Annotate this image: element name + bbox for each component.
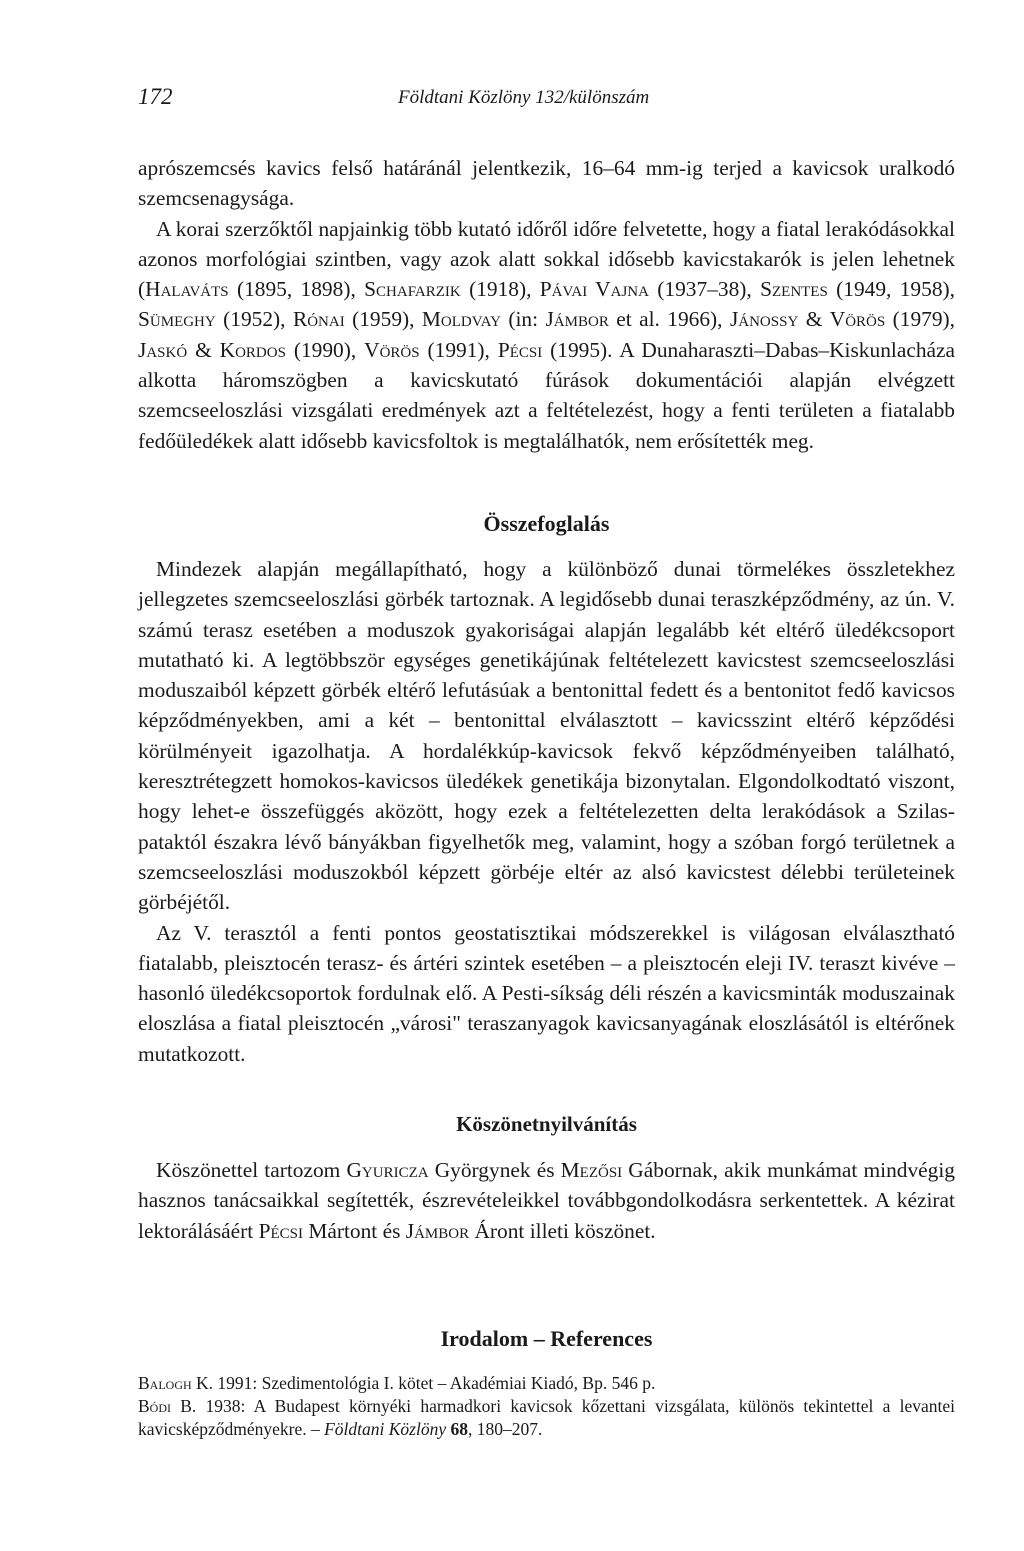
- author-name: Vörös: [364, 337, 420, 362]
- reference-author: Balogh: [138, 1373, 192, 1393]
- acknowledgements-heading: Köszönetnyilvánítás: [456, 1112, 637, 1136]
- person-name: Gyuricza: [346, 1158, 429, 1182]
- acknowledgements-paragraph: Köszönettel tartozom Gyuricza Györgynek és Mezősi Gábornak, akik munkámat mindvégig hasznos tanácsaikkal segítették, észrevételeikkel továbbgondolkodásra serkentettek. A kézirat lektorálásáért Pécsi Mártont és Jámbor Áront illeti köszönet.: [138, 1158, 955, 1243]
- reference-item: Balogh K. 1991: Szedimentológia I. kötet – Akadémiai Kiadó, Bp. 546 p.: [138, 1373, 656, 1393]
- author-name: Sümeghy: [138, 307, 216, 332]
- author-name: Pécsi: [497, 337, 543, 362]
- references-list: [138, 1372, 955, 1441]
- page-number: 172: [138, 84, 173, 109]
- summary-paragraph-2: Az V. terasztól a fenti pontos geostatisztikai módszerekkel is világosan elválasztható fiatalabb, pleisztocén terasz- és ártéri szintek esetében – a pleisztocén eleji IV. teraszt kivéve – hasonló üledékcsoportok fordulnak elő. A Pesti-síkság déli részén a kavicsminták moduszainak eloszlása a fiatal pleisztocén „városi" teraszanyagok kavicsanyagának eloszlásától is eltérőnek mutatkozott.: [138, 920, 955, 1066]
- author-name: Jaskó: [138, 337, 188, 362]
- author-name: Moldvay: [421, 307, 501, 332]
- person-name: Pécsi: [258, 1218, 303, 1243]
- summary-heading: Összefoglalás: [483, 511, 610, 536]
- intro-paragraph-2: A korai szerzőktől napjainkig több kutató időről időre felvetette, hogy a fiatal lerakódásokkal azonos morfológiai szintben, vagy azok alatt sokkal idősebb kavicstakarók is jelen lehetnek (Halaváts (1895, 1898), Schafarzik (1918), Pávai Vajna (1937–38), Szentes (1949, 1958), Sümeghy (1952), Rónai (1959), Moldvay (in: Jámbor et al. 1966), Jánossy & Vörös (1979), Jaskó & Kordos (1990), Vörös (1991), Pécsi (1995). A Dunaharaszti–Dabas–Kiskunlacháza alkotta háromszögben a kavicskutató fúrások dokumentációi alapján elvégzett szemcseeloszlási vizsgálati eredmények azt a feltételezést, hogy a fenti területen a fiatalabb fedőüledékek alatt idősebb kavicsfoltok is megtalálhatók, nem erősítették meg.: [138, 216, 956, 453]
- acknowledgements-section: [138, 1155, 955, 1246]
- reference-author: Bódi: [138, 1396, 172, 1416]
- summary-paragraph-1: Mindezek alapján megállapítható, hogy a különböző dunai törmelékes összletekhez jellegzetes szemcseeloszlási görbék tartoznak. A legidősebb dunai teraszképződmény, az ún. V. számú terasz esetében a moduszok gyakoriságai alapján legalább két eltérő üledékcsoport mutatható ki. A legtöbbször egységes genetikájúnak feltételezett kavicstest szemcseeloszlási moduszaiból képzett görbék eltérő lefutásúak a bentonittal fedett és a bentonitot fedő kavicsos képződményekben, ami a két – bentonittal elválasztott – kavicsszint eltérő képződési körülményeit igazolhatja. A hordalékkúp-kavicsok fekvő képződményeiben található, keresztrétegzett homokos-kavicsos üledékek genetikája bizonytalan. Elgondolkodtató viszont, hogy lehet-e összefüggés aközött, hogy ezek a feltételezetten delta lerakódások a Szilas-pataktól északra lévő bányákban figyelhetők meg, valamint, hogy a szóban forgó területnek a szemcseeloszlási moduszokból képzett görbéje eltér az alsó kavicstest délebbi területeinek görbéjétől.: [138, 557, 955, 915]
- references-heading: Irodalom – References: [440, 1326, 653, 1351]
- author-name: Jámbor: [545, 307, 609, 332]
- author-name: Jánossy: [729, 307, 799, 332]
- reference-item: Bódi B. 1938: A Budapest környéki harmadkori kavicsok kőzettani vizsgálata, különös tekintettel a levantei kavicsképződményekre. – Földtani Közlöny 68, 180–207.: [138, 1396, 955, 1439]
- author-name: Halaváts: [145, 277, 229, 302]
- person-name: Mezősi: [560, 1158, 623, 1182]
- intro-paragraph-1: aprószemcsés kavics felső határánál jelentkezik, 16–64 mm-ig terjed a kavicsok uralkodó szemcsenagysága.: [138, 156, 955, 211]
- running-header: [138, 84, 955, 114]
- summary-section: [138, 554, 955, 1069]
- author-name: Vörös: [829, 307, 886, 332]
- reference-volume: 68: [446, 1419, 468, 1439]
- author-name: Szentes: [760, 277, 828, 302]
- author-name: Rónai: [292, 307, 345, 332]
- author-name: Kordos: [219, 337, 286, 362]
- author-name: Pávai Vajna: [539, 277, 649, 302]
- person-name: Jámbor: [405, 1218, 470, 1243]
- intro-section: [138, 153, 955, 456]
- author-name: Schafarzik: [364, 277, 461, 302]
- journal-title: Földtani Közlöny 132/különszám: [398, 87, 650, 108]
- reference-journal: Földtani Közlöny: [324, 1419, 447, 1439]
